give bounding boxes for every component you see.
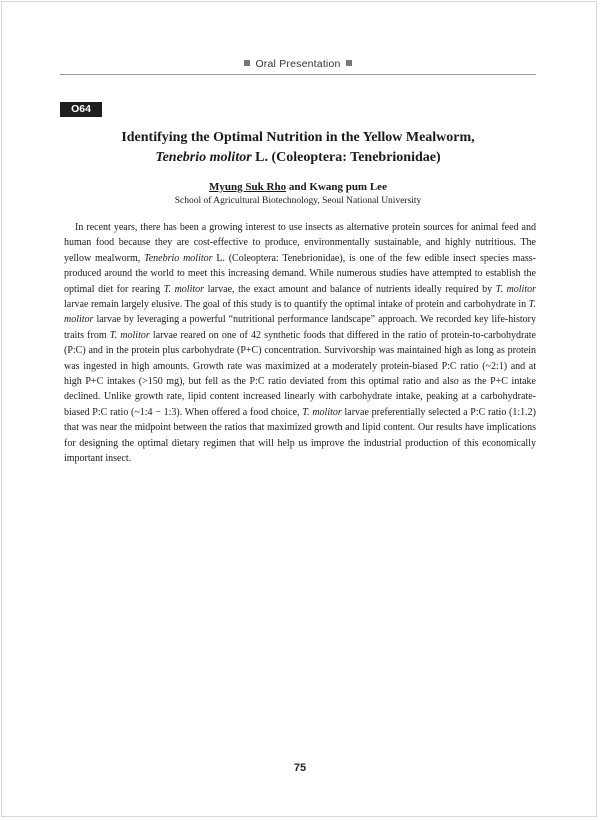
page-number: 75 [293,762,307,774]
presentation-code-badge: O64 [60,102,102,117]
abstract-text: larvae remain largely elusive. The goal of this study is to quantify the optimal intake of protein and carbohydrate in [64,299,529,311]
title-line-1: Identifying the Optimal Nutrition in the Yellow Mealworm, [121,130,475,145]
species-name: T. molitor [495,283,536,295]
species-name: T. molitor [302,406,342,418]
affiliation: School of Agricultural Biotechnology, Seoul National University [174,196,422,206]
species-name: T. molitor [64,299,536,326]
paper-title [60,128,536,168]
square-bullet-icon [346,60,352,66]
abstract-body [64,220,536,467]
header-divider [60,74,536,75]
title-line-2 [60,148,536,168]
abstract-text: L. (Coleoptera: Tenebrionidae), is one of the few edible insect species mass-produced around the world to meet this increasing demand. While numerous studies have attempted to establish the optimal diet for rearing [64,252,536,295]
author-connector: and [286,181,310,193]
abstract-text: larvae reared on one of 42 synthetic foods that differed in the ratio of protein-to-carbohydrate (P:C) and in the protein plus carbohydrate (P+C) concentration. Survivorship was maintained high as long as protein was ingested in high amounts. Growth rate was maximized at a moderately protein-biased P:C ratio (~2:1) and at high P+C intakes (>150 mg), but fell as the P:C ratio deviated from this optimal ratio and also as the P+C intake declined. Unlike growth rate, lipid content increased linearly with carbohydrate intake, peaking at a carbohydrate-biased P:C ratio (~1:4 − 1:3). When offered a food choice, [64,329,536,418]
species-name: Tenebrio molitor [144,252,213,264]
section-header-label: Oral Presentation [255,58,341,70]
square-bullet-icon [244,60,250,66]
title-line-2-rest: L. (Coleoptera: Tenebrionidae) [251,150,441,165]
section-header [60,58,536,70]
abstract-text: larvae by leveraging a powerful “nutritional performance landscape” approach. We recorded key life-history traits from [64,314,536,341]
author-list [60,181,536,193]
title-species-name: Tenebrio molitor [155,150,252,165]
species-name: T. molitor [163,283,205,295]
abstract-text: larvae, the exact amount and balance of nutrients ideally required by [204,283,496,295]
co-author: Kwang pum Lee [309,181,387,193]
species-name: T. molitor [109,329,150,341]
presenting-author: Myung Suk Rho [209,181,287,193]
abstract-text: In recent years, there has been a growing interest to use insects as alternative protein sources for animal feed and human food because they are cost-effective to produce, environmentally sustainable, and highly nutritious. The yellow mealworm, [64,222,536,264]
abstract-text: larvae preferentially selected a P:C ratio (1:1.2) that was near the midpoint between the ratios that maximized growth and lipid content. Our results have implications for designing the optimal dietary regimen that will help us improve the industrial production of this economically important insect. [64,406,536,465]
